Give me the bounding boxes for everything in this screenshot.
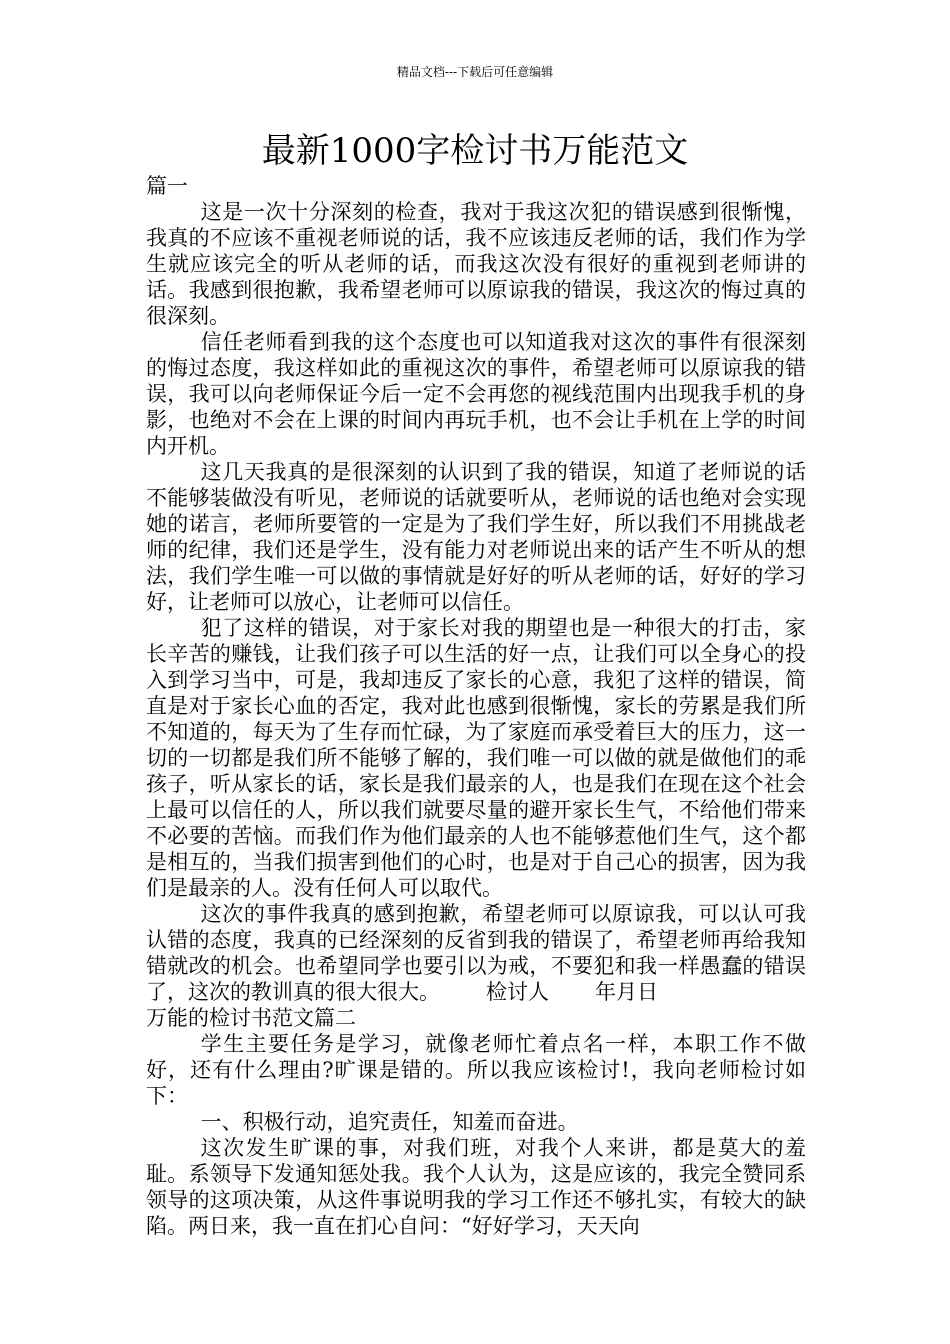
date-label: 年月日 [595, 980, 658, 1004]
list-heading: 一、积极行动，追究责任，知羞而奋进。 [200, 1110, 579, 1134]
signature-label: 检讨人 [486, 980, 549, 1004]
section-label: 万能的检讨书范文篇二 [146, 1006, 356, 1030]
page-header: 精品文档---下载后可任意编辑 [396, 65, 554, 79]
document-title: 最新1000字检讨书万能范文 [261, 131, 689, 171]
document-body [146, 173, 806, 1239]
paragraph-with-signature [146, 901, 806, 1005]
paragraph: 犯了这样的错误，对于家长对我的期望也是一种很大的打击，家长辛苦的赚钱，让我们孩子可以生活的好一点，让我们可以全身心的投入到学习当中，可是，我却违反了家长的心意，我犯了这样的错误，简直是对于家长心血的否定，我对此也感到很惭愧，家长的劳累是我们所不知道的，每天为了生存而忙碌，为了家庭而承受着巨大的压力，这一切的一切都是我们所不能够了解的，我们唯一可以做的就是做他们的乖孩子，听从家长的话，家长是我们最亲的人，也是我们在现在这个社会上最可以信任的人，所以我们就要尽量的避开家长生气，不给他们带来不必要的苦恼。而我们作为他们最亲的人也不能够惹他们生气，这个都是相互的，当我们损害到他们的心时，也是对于自己心的损害，因为我们是最亲的人。没有任何人可以取代。 [146, 616, 806, 900]
paragraph: 这次发生旷课的事，对我们班，对我个人来讲，都是莫大的羞耻。系领导下发通知惩处我。我个人认为，这是应该的，我完全赞同系领导的这项决策，从这件事说明我的学习工作还不够扎实，有较大的缺陷。两日来，我一直在扪心自问：“好好学习，天天向 [146, 1136, 806, 1238]
paragraph: 这是一次十分深刻的检查，我对于我这次犯的错误感到很惭愧，我真的不应该不重视老师说的话，我不应该违反老师的话，我们作为学生就应该完全的听从老师的话，而我这次没有很好的重视到老师讲的话。我感到很抱歉，我希望老师可以原谅我的错误，我这次的悔过真的很深刻。 [146, 200, 806, 328]
paragraph: 这几天我真的是很深刻的认识到了我的错误，知道了老师说的话不能够装做没有听见，老师说的话就要听从，老师说的话也绝对会实现她的诺言，老师所要管的一定是为了我们学生好，所以我们不用挑战老师的纪律，我们还是学生，没有能力对老师说出来的话产生不听从的想法，我们学生唯一可以做的事情就是好好的听从老师的话，好好的学习好，让老师可以放心，让老师可以信任。 [146, 460, 806, 614]
paragraph: 学生主要任务是学习，就像老师忙着点名一样，本职工作不做好，还有什么理由?旷课是错的。所以我应该检讨!，我向老师检讨如下： [146, 1032, 806, 1108]
section-label: 篇一 [146, 174, 188, 198]
paragraph-text: 这次的事件我真的感到抱歉，希望老师可以原谅我，可以认可我认错的态度，我真的已经深刻的反省到我的错误了，希望老师再给我知错就改的机会。也希望同学也要引以为戒，不要犯和我一样愚蠢的错误了，这次的教训真的很大很大。 [146, 902, 806, 1004]
paragraph: 信任老师看到我的这个态度也可以知道我对这次的事件有很深刻的悔过态度，我这样如此的重视这次的事件，希望老师可以原谅我的错误，我可以向老师保证今后一定不会再您的视线范围内出现我手机的身影，也绝对不会在上课的时间内再玩手机，也不会让手机在上学的时间内开机。 [146, 330, 806, 458]
